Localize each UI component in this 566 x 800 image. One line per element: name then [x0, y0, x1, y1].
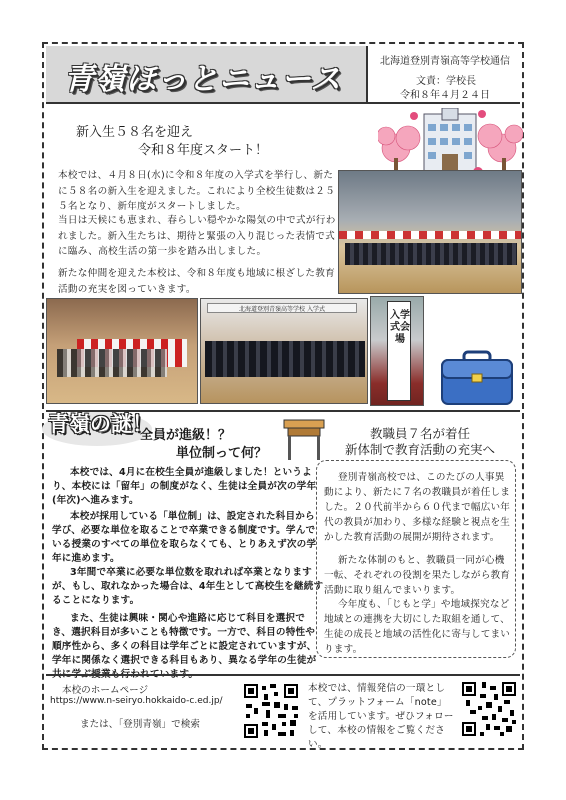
ceremony-gym-photo: [338, 170, 522, 294]
credit-paragraph-3: 3年間で卒業に必要な単位数を取れれば卒業となりますが、もし、取れなかった場合は、4年生として高校生を継続することになります。: [52, 567, 324, 606]
homepage-qr-code[interactable]: [242, 682, 300, 740]
homepage-url[interactable]: https://www.n-seiryo.hokkaido-c.ed.jp/: [50, 696, 223, 706]
author: 文責：学校長: [416, 76, 476, 87]
staff-paragraph-1: 登別青嶺高校では、このたびの人事異動により、新たに７名の教職員が着任しました。２０代前半から６０代まで幅広い年代の教員が加わり、多様な経験と視点を生かした教育活動の展開が期待されます。: [324, 472, 511, 543]
masthead: [46, 46, 366, 104]
credit-paragraph-1: 本校では、4月に在校生全員が進級しました！というより、本校には「留年」の制度がなく、生徒は全員が次の学年(年次)へ進みます。: [52, 467, 317, 506]
issue-date: 令和８年４月２４日: [400, 90, 490, 101]
entrance-title-line2: 令和８年度スタート！: [138, 143, 269, 158]
entrance-paragraph-1: 本校では、４月８日(水)に令和８年度の入学式を挙行し、新たに５８名の新入生を迎えました。これにより全校生徒数は２５５名となり、新年度がスタートしました。: [58, 170, 336, 212]
staff-paragraph-2: 新たな体制のもと、教職員一同が心機一転、それぞれの役割を果たしながら教育活動に取り組んでまいります。: [324, 555, 511, 596]
ceremony-sign-text: 入学式会場: [390, 310, 410, 345]
search-hint: または、「登別青嶺」で検索: [80, 719, 200, 730]
newsletter-title: 青嶺ほっとニュース: [64, 62, 342, 97]
ceremony-seating-photo: [46, 298, 198, 404]
entrance-paragraph-2: 当日は天候にも恵まれ、春らしい穏やかな陽気の中で式が行われました。新入生たちは、期待と緊張の入り混じった表情で式に臨み、高校生活の第一歩を踏み出しました。: [58, 215, 336, 257]
header-info: [366, 46, 520, 104]
credit-heading-line1: 全員が進級！？: [140, 428, 232, 443]
entrance-paragraph-3: 新たな仲間を迎えた本校は、令和８年度も地域に根ざした教育活動の充実を図っていきます。: [58, 268, 336, 295]
credit-heading-line2: 単位制って何？: [176, 446, 268, 461]
school-desk-illustration: [282, 416, 326, 462]
credit-paragraph-2: 本校が採用している「単位制」は、設定された科目から学び、必要な単位を取ることで卒業できる制度です。学んでいる授業のすべての単位を取らなくても、とりあえず次の学年に進めます。: [52, 511, 317, 564]
entrance-article-title: [76, 124, 268, 160]
staff-paragraph-3: 今年度も、「じもと学」や地域探究など地域との連携を大切にした取組を通して、生徒の成長と地域の活性化に寄与してまいります。: [324, 599, 511, 655]
ceremony-stage-photo: [200, 298, 368, 404]
staff-article-title: [330, 426, 510, 458]
staff-title-line1: 教職員７名が着任: [369, 426, 470, 441]
homepage-label: 本校のホームページ: [62, 685, 149, 696]
footer-divider: [46, 674, 520, 676]
nazo-logo: 青嶺の謎！: [48, 412, 153, 436]
entrance-title-line1: 新入生５８名を迎え: [76, 125, 194, 140]
note-qr-code[interactable]: [460, 680, 518, 738]
school-newsletter-name: 北海道登別青嶺高等学校通信: [380, 56, 510, 67]
ceremony-sign-photo: [370, 296, 424, 406]
school-bag-illustration: [438, 350, 516, 406]
note-info-text: 本校では、情報発信の一環として、プラットフォーム「note」を活用しています。ぜひフォローして、本校の情報をご覧ください。: [308, 683, 454, 750]
ceremony-banner: 北海道登別青嶺高等学校 入学式: [207, 303, 357, 313]
credit-paragraph-4: また、生徒は興味・関心や進路に応じて科目を選択でき、選択科目が多いことも特徴です。一方で、科目の特性や順序性から、多くの科目は学年ごとに設定されていますが、学年に関係なく選択できる科目もあり、異なる学年の生徒が共に学ぶ授業も行われています。: [52, 613, 317, 680]
staff-title-line2: 新体制で教育活動の充実へ: [344, 442, 495, 457]
